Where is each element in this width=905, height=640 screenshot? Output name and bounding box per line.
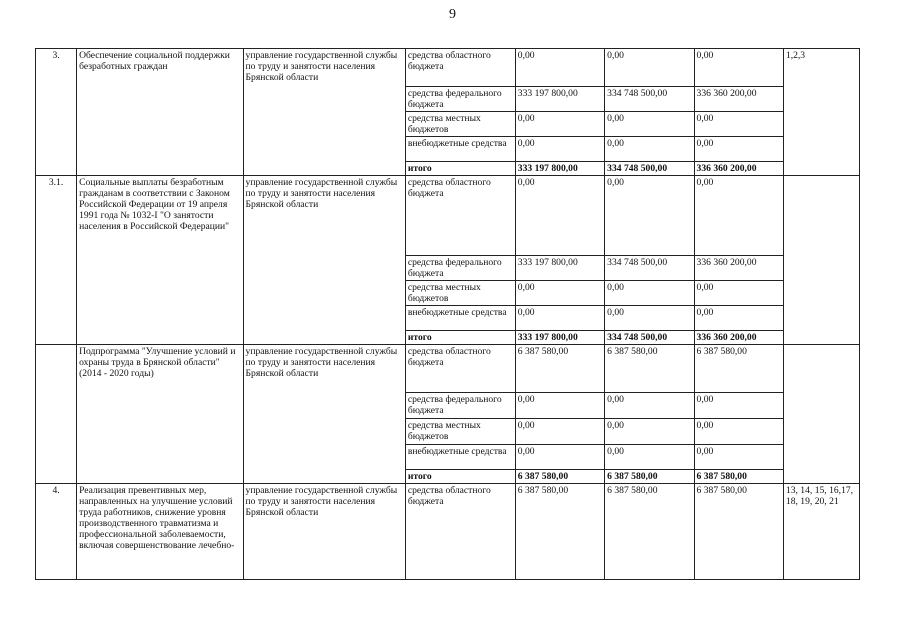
item-name: Подпрограмма "Улучшение условий и охраны труда в Брянской области" (2014 - 2020 годы) bbox=[77, 345, 243, 484]
funding-source: внебюджетные средства bbox=[405, 306, 515, 331]
item-name: Обеспечение социальной поддержки безработных граждан bbox=[77, 49, 243, 176]
amount-year-1: 0,00 bbox=[515, 281, 604, 306]
amount-year-3: 0,00 bbox=[694, 419, 783, 445]
indicator-numbers: 13, 14, 15, 16,17, 18, 19, 20, 21 bbox=[783, 484, 859, 580]
item-number bbox=[36, 345, 77, 484]
item-name: Реализация превентивных мер, направленных на улучшение условий труда работников, снижение уровня производственного травматизма и профессиональной заболеваемости, включая совершенствование лечебно- bbox=[77, 484, 243, 580]
program-funding-table bbox=[35, 48, 860, 580]
amount-year-3: 336 360 200,00 bbox=[694, 162, 783, 176]
amount-year-3: 0,00 bbox=[694, 49, 783, 87]
funding-source: внебюджетные средства bbox=[405, 445, 515, 470]
amount-year-3: 6 387 580,00 bbox=[694, 345, 783, 393]
funding-source: итого bbox=[405, 470, 515, 484]
executor: управление государственной службы по труду и занятости населения Брянской области bbox=[243, 49, 405, 176]
amount-year-1: 333 197 800,00 bbox=[515, 256, 604, 281]
funding-source: средства местных бюджетов bbox=[405, 419, 515, 445]
amount-year-2: 0,00 bbox=[605, 393, 694, 419]
amount-year-3: 0,00 bbox=[694, 306, 783, 331]
amount-year-2: 0,00 bbox=[605, 49, 694, 87]
amount-year-3: 6 387 580,00 bbox=[694, 484, 783, 580]
table-row bbox=[36, 345, 860, 393]
amount-year-2: 0,00 bbox=[605, 137, 694, 162]
funding-source: средства местных бюджетов bbox=[405, 281, 515, 306]
amount-year-2: 0,00 bbox=[605, 281, 694, 306]
amount-year-2: 334 748 500,00 bbox=[605, 162, 694, 176]
amount-year-3: 0,00 bbox=[694, 281, 783, 306]
amount-year-1: 333 197 800,00 bbox=[515, 162, 604, 176]
amount-year-1: 0,00 bbox=[515, 49, 604, 87]
funding-source: средства федерального бюджета bbox=[405, 256, 515, 281]
amount-year-3: 6 387 580,00 bbox=[694, 470, 783, 484]
amount-year-1: 6 387 580,00 bbox=[515, 345, 604, 393]
amount-year-2: 6 387 580,00 bbox=[605, 345, 694, 393]
funding-source: средства федерального бюджета bbox=[405, 393, 515, 419]
amount-year-1: 6 387 580,00 bbox=[515, 470, 604, 484]
amount-year-2: 334 748 500,00 bbox=[605, 331, 694, 345]
table-row bbox=[36, 49, 860, 87]
funding-source: итого bbox=[405, 331, 515, 345]
item-name: Социальные выплаты безработным гражданам в соответствии с Законом Российской Федерации от 19 апреля 1991 года № 1032-I "О занятости населения в Российской Федерации" bbox=[77, 176, 243, 345]
amount-year-2: 6 387 580,00 bbox=[605, 484, 694, 580]
funding-source: средства местных бюджетов bbox=[405, 112, 515, 137]
funding-source: средства федерального бюджета bbox=[405, 87, 515, 112]
funding-source: средства областного бюджета bbox=[405, 484, 515, 580]
table-row bbox=[36, 176, 860, 256]
table-row bbox=[36, 484, 860, 580]
amount-year-2: 6 387 580,00 bbox=[605, 470, 694, 484]
item-number: 4. bbox=[36, 484, 77, 580]
amount-year-3: 336 360 200,00 bbox=[694, 256, 783, 281]
amount-year-1: 333 197 800,00 bbox=[515, 87, 604, 112]
amount-year-1: 0,00 bbox=[515, 306, 604, 331]
amount-year-2: 0,00 bbox=[605, 445, 694, 470]
indicator-numbers: 1,2,3 bbox=[783, 49, 859, 176]
amount-year-1: 0,00 bbox=[515, 419, 604, 445]
amount-year-3: 0,00 bbox=[694, 112, 783, 137]
executor: управление государственной службы по труду и занятости населения Брянской области bbox=[243, 484, 405, 580]
item-number: 3. bbox=[36, 49, 77, 176]
amount-year-3: 336 360 200,00 bbox=[694, 87, 783, 112]
amount-year-3: 0,00 bbox=[694, 393, 783, 419]
indicator-numbers bbox=[783, 345, 859, 484]
item-number: 3.1. bbox=[36, 176, 77, 345]
amount-year-1: 333 197 800,00 bbox=[515, 331, 604, 345]
amount-year-1: 6 387 580,00 bbox=[515, 484, 604, 580]
amount-year-3: 336 360 200,00 bbox=[694, 331, 783, 345]
funding-source: внебюджетные средства bbox=[405, 137, 515, 162]
amount-year-2: 0,00 bbox=[605, 176, 694, 256]
amount-year-3: 0,00 bbox=[694, 445, 783, 470]
amount-year-2: 0,00 bbox=[605, 419, 694, 445]
amount-year-1: 0,00 bbox=[515, 445, 604, 470]
amount-year-3: 0,00 bbox=[694, 137, 783, 162]
funding-source: итого bbox=[405, 162, 515, 176]
executor: управление государственной службы по труду и занятости населения Брянской области bbox=[243, 345, 405, 484]
funding-source: средства областного бюджета bbox=[405, 49, 515, 87]
amount-year-1: 0,00 bbox=[515, 176, 604, 256]
funding-source: средства областного бюджета bbox=[405, 176, 515, 256]
amount-year-2: 0,00 bbox=[605, 306, 694, 331]
indicator-numbers bbox=[783, 176, 859, 345]
page-number: 9 bbox=[449, 7, 456, 22]
amount-year-3: 0,00 bbox=[694, 176, 783, 256]
funding-source: средства областного бюджета bbox=[405, 345, 515, 393]
amount-year-2: 334 748 500,00 bbox=[605, 87, 694, 112]
amount-year-1: 0,00 bbox=[515, 137, 604, 162]
amount-year-2: 334 748 500,00 bbox=[605, 256, 694, 281]
executor: управление государственной службы по труду и занятости населения Брянской области bbox=[243, 176, 405, 345]
amount-year-1: 0,00 bbox=[515, 112, 604, 137]
amount-year-1: 0,00 bbox=[515, 393, 604, 419]
amount-year-2: 0,00 bbox=[605, 112, 694, 137]
